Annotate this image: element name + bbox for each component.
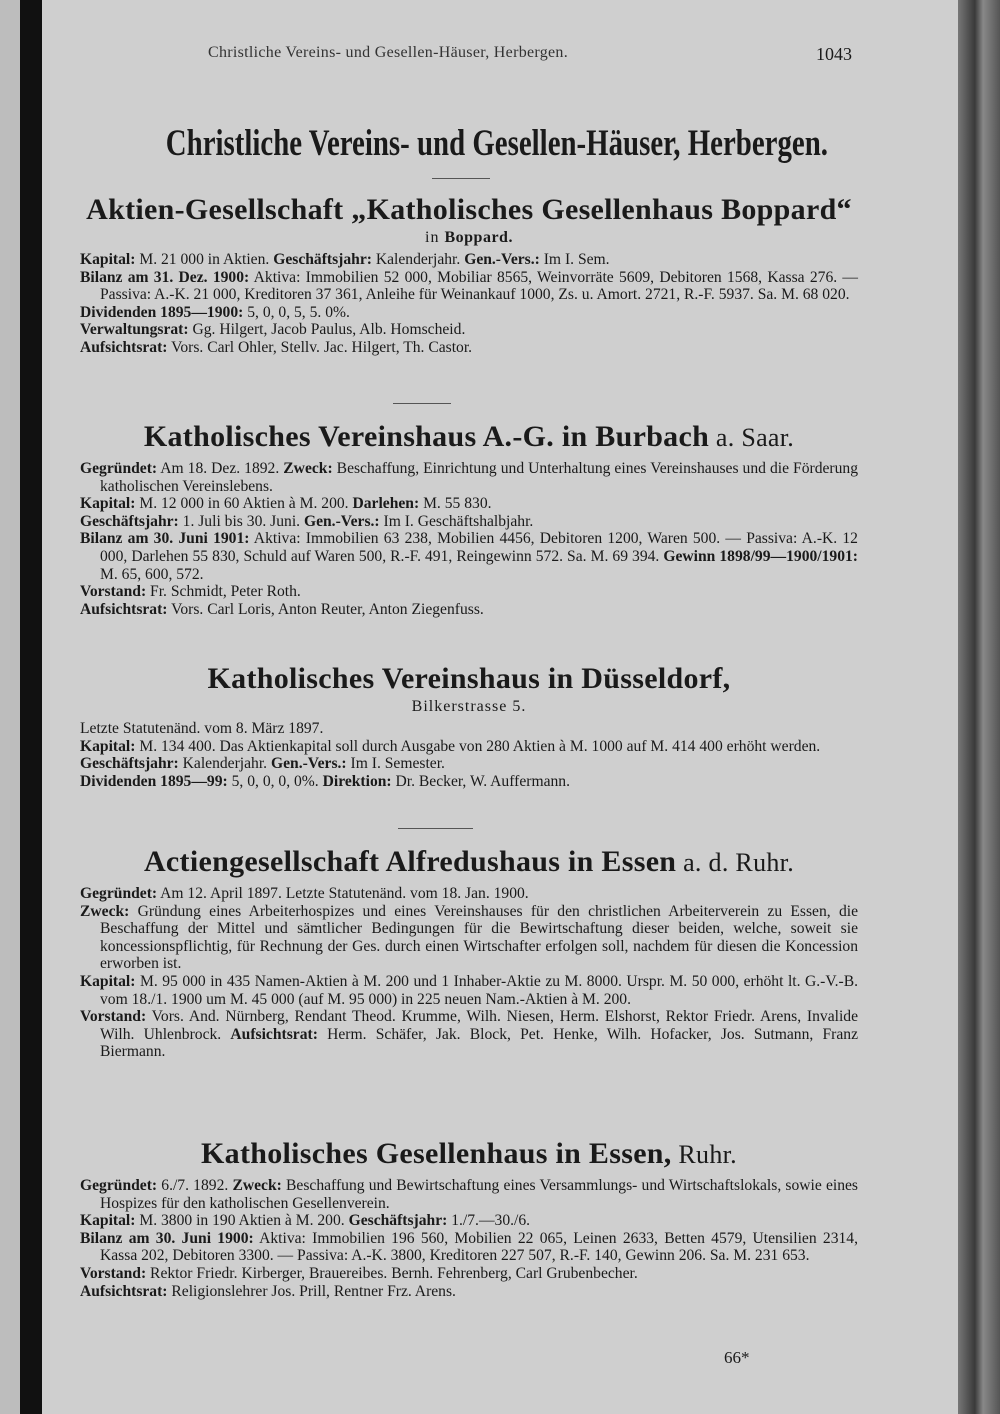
field-value: Fr. Schmidt, Peter Roth. [146, 583, 301, 601]
entry-paragraph [80, 755, 858, 773]
field-value: Kalenderjahr. [371, 251, 465, 268]
field-value: Religionslehrer Jos. Prill, Rentner Frz. Arens. [167, 1282, 456, 1300]
field-label: Aufsichtsrat: [230, 1025, 318, 1043]
entry-paragraph [80, 269, 858, 304]
field-label: Dividenden 1895—1900: [80, 303, 244, 321]
field-label: Gegründet: [80, 460, 158, 477]
entry-paragraph [80, 1265, 858, 1283]
field-value: Gg. Hilgert, Jacob Paulus, Alb. Homscheid. [188, 321, 466, 339]
field-label: Geschäftsjahr: [273, 251, 372, 268]
field-value: Aktiva: Immobilien 63 238, Mobilien 4456, Debitoren 1200, Waren 500. — Passiva: A.-K. 12 000, Darlehen 55 830, Schuld auf Waren 500, R.-F. 491, Reingewinn 572. Sa. M. 69 394. [100, 530, 858, 565]
field-value: Herm. Schäfer, Jak. Block, Pet. Henke, Wilh. Hofacker, Jos. Sutmann, Franz Biermann. [100, 1025, 858, 1061]
field-value: M. 55 830. [419, 495, 492, 513]
entry-title-main: Katholisches Gesellenhaus in Essen, [201, 1137, 672, 1170]
entry-paragraph [80, 773, 858, 791]
entry-paragraph [80, 885, 858, 903]
divider [393, 403, 451, 404]
field-label: Darlehen: [352, 495, 420, 513]
field-value: Am 18. Dez. 1892. [157, 460, 284, 477]
entry-subtitle-text: in [425, 229, 440, 246]
field-value: Im I. Geschäftshalbjahr. [379, 512, 534, 530]
entry-subtitle-place: Boppard. [444, 229, 513, 246]
entry-paragraph [80, 1008, 858, 1061]
field-label: Direktion: [322, 772, 392, 790]
entry-title [80, 1137, 858, 1171]
entry-title-main: Actiengesellschaft Alfredushaus in Essen [143, 845, 677, 878]
field-value: 6./7. 1892. [157, 1177, 233, 1194]
field-label: Bilanz am 30. Juni 1900: [80, 1229, 254, 1247]
field-value: 1./7.—30./6. [447, 1212, 531, 1230]
book-binding [20, 0, 42, 1414]
entry-paragraph [80, 601, 858, 619]
field-label: Zweck: [283, 460, 333, 477]
entry-title [80, 662, 858, 696]
entry-title-main: Katholisches Vereinshaus A.-G. in Burbach [143, 420, 710, 453]
field-value: 5, 0, 0, 0, 0%. [227, 772, 323, 790]
company-entry [80, 420, 858, 618]
page-edge-right [958, 0, 1000, 1414]
field-label: Gegründet: [80, 1177, 158, 1194]
field-value: Am 12. April 1897. Letzte Statutenänd. vom 18. Jan. 1900. [157, 885, 529, 902]
field-value: M. 95 000 in 435 Namen-Aktien à M. 200 und 1 Inhaber-Aktie zu M. 8000. Urspr. M. 50 000, erhöht lt. G.-V.-B. vom 18./1. 1900 um M. 45 000 (auf M. 95 000) in 225 neuen Nam.-Aktien à M. 200. [100, 972, 858, 1008]
field-value: Vors. Carl Loris, Anton Reuter, Anton Ziegenfuss. [167, 600, 484, 618]
company-entry [80, 845, 858, 1061]
field-value: M. 65, 600, 572. [100, 565, 204, 583]
field-label: Verwaltungsrat: [80, 321, 189, 339]
field-label: Aufsichtsrat: [80, 600, 168, 618]
field-value: Aktiva: Immobilien 196 560, Mobilien 22 065, Leinen 2633, Betten 4579, Utensilien 2314, Kassa 202, Debitoren 3300. — Passiva: A.-K. 3800, Kreditoren 227 507, R.-F. 140, Gewinn 206. Sa. M. 231 653. [100, 1229, 858, 1265]
entry-paragraph [80, 495, 858, 513]
page-title: Christliche Vereins- und Gesellen-Häuser, Herbergen. [165, 123, 828, 164]
entry-paragraph [80, 1283, 858, 1301]
field-label: Zweck: [80, 902, 130, 920]
field-label: Vorstand: [80, 583, 147, 601]
divider [398, 828, 473, 829]
company-entry [80, 193, 858, 357]
field-label: Gegründet: [80, 885, 158, 902]
page-number: 1043 [816, 44, 852, 64]
field-value: Beschaffung und Bewirtschaftung eines Versammlungs- und Wirtschaftslokals, sowie eines Hospizes für den katholischen Gesellenverein. [100, 1177, 858, 1212]
entry-paragraph [80, 720, 858, 738]
field-value: Im I. Sem. [539, 251, 610, 268]
entry-paragraph [80, 321, 858, 339]
entry-paragraph [80, 530, 858, 583]
field-label: Kapital: [80, 737, 136, 755]
field-label: Dividenden 1895—99: [80, 772, 228, 790]
field-value: Dr. Becker, W. Auffermann. [391, 772, 570, 790]
field-label: Geschäftsjahr: [80, 755, 179, 773]
signature-mark: 66* [724, 1348, 750, 1367]
entry-paragraph [80, 903, 858, 973]
field-value: Kalenderjahr. [178, 755, 271, 773]
field-value: Rektor Friedr. Kirberger, Brauereibes. Bernh. Fehrenberg, Carl Grubenbecher. [146, 1264, 638, 1282]
entry-title-location: Ruhr. [671, 1140, 737, 1169]
field-label: Vorstand: [80, 1264, 147, 1282]
field-label: Kapital: [80, 972, 136, 990]
entry-paragraph [80, 513, 858, 531]
entry-paragraph [80, 973, 858, 1008]
entry-paragraph [80, 738, 858, 756]
field-label: Gen.-Vers.: [464, 251, 540, 268]
field-label: Gen.-Vers.: [270, 755, 347, 773]
field-value: Aktiva: Immobilien 52 000, Mobiliar 8565, Weinvorräte 5609, Debitoren 1568, Kassa 276. — Passiva: A.-K. 21 000, Kreditoren 37 361, Anleihe für Weinankauf 1000, Zs. u. Amort. 2721, R.-F. 5937. Sa. M. 68 020. [100, 268, 859, 304]
field-label: Geschäftsjahr: [80, 512, 179, 530]
field-value: Letzte Statutenänd. vom 8. März 1897. [80, 720, 324, 737]
entry-title-main: Aktien-Gesellschaft „Katholisches Gesellenhaus Boppard“ [86, 193, 852, 226]
field-value: Beschaffung, Einrichtung und Unterhaltung eines Vereinshauses und die Förderung katholischen Vereinslebens. [100, 460, 858, 495]
divider [432, 178, 490, 179]
field-label: Aufsichtsrat: [80, 338, 168, 356]
entry-subtitle [80, 698, 858, 716]
field-value: Im I. Semester. [346, 755, 445, 773]
entry-title [80, 193, 858, 227]
field-label: Bilanz am 30. Juni 1901: [80, 530, 250, 548]
field-value: M. 12 000 in 60 Aktien à M. 200. [135, 495, 353, 513]
field-value: M. 134 400. Das Aktienkapital soll durch Ausgabe von 280 Aktien à M. 1000 auf M. 414 400 erhöht werden. [135, 737, 821, 755]
entry-paragraph [80, 1230, 858, 1265]
field-label: Zweck: [232, 1177, 282, 1194]
field-value: Vors. And. Nürnberg, Rendant Theod. Krumme, Wilh. Niesen, Herm. Elshorst, Rektor Friedr. Arens, Invalide Wilh. Uhlenbrock. [100, 1008, 858, 1043]
entry-paragraph [80, 1212, 858, 1230]
field-label: Geschäftsjahr: [348, 1212, 448, 1230]
field-value: Vors. Carl Ohler, Stellv. Jac. Hilgert, Th. Castor. [167, 338, 473, 356]
entry-paragraph [80, 460, 858, 495]
field-value: 1. Juli bis 30. Juni. [178, 512, 304, 530]
entry-subtitle [80, 229, 858, 247]
entry-subtitle-text: Bilkerstrasse 5. [411, 698, 527, 715]
field-value: M. 21 000 in Aktien. [135, 251, 274, 268]
field-value: 5, 0, 0, 5, 5. 0%. [243, 303, 350, 321]
field-label: Kapital: [80, 251, 136, 268]
entry-title [80, 420, 858, 454]
field-label: Kapital: [80, 1212, 136, 1230]
entry-title-location: a. d. Ruhr. [676, 848, 795, 877]
page-margin-left [0, 0, 20, 1414]
entry-title-location: a. Saar. [709, 423, 795, 452]
company-entry [80, 662, 858, 790]
field-value: M. 3800 in 190 Aktien à M. 200. [135, 1212, 349, 1230]
entry-paragraph [80, 251, 858, 269]
field-label: Gen.-Vers.: [303, 512, 380, 530]
entry-paragraph [80, 583, 858, 601]
field-label: Vorstand: [80, 1008, 147, 1026]
entry-paragraph [80, 339, 858, 357]
entry-title-main: Katholisches Vereinshaus in Düsseldorf, [207, 662, 731, 695]
field-label: Gewinn 1898/99—1900/1901: [663, 547, 858, 565]
field-label: Aufsichtsrat: [80, 1282, 168, 1300]
field-value: Gründung eines Arbeiterhospizes und eines Vereinshauses für den christlichen Arbeiterverein zu Essen, die Beschaffung der Mittel und sämtlicher Bedingungen für die Bewirtschaftung dieser beiden, welche, soweit sie koncessionspflichtig, für Rechnung der Ges. durch einen Wirtschafter erfolgen soll, nachdem für diesen die Koncession erworben ist. [100, 902, 858, 973]
company-entry [80, 1137, 858, 1300]
running-title: Christliche Vereins- und Gesellen-Häuser, Herbergen. [208, 44, 569, 61]
field-label: Kapital: [80, 495, 136, 513]
field-label: Bilanz am 31. Dez. 1900: [80, 268, 250, 286]
entry-title [80, 845, 858, 879]
entry-paragraph [80, 304, 858, 322]
entry-paragraph [80, 1177, 858, 1212]
